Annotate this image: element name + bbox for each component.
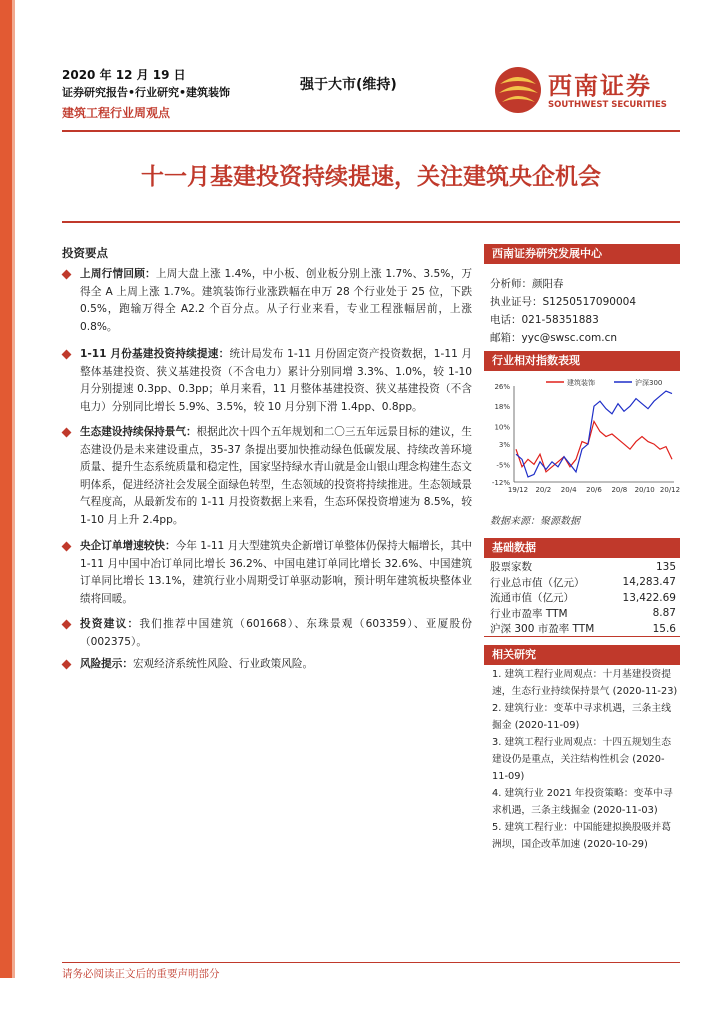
bullet-lead: 风险提示： (80, 658, 133, 670)
stats-title: 基础数据 (484, 538, 680, 558)
x-tick-label: 20/8 (611, 486, 628, 494)
table-row (490, 590, 676, 606)
stat-value: 14,283.47 (622, 576, 676, 589)
y-tick-label: 10% (494, 423, 510, 432)
y-tick-label: 3% (498, 441, 510, 450)
bullet-diamond-icon (62, 428, 72, 438)
analyst-email[interactable]: 邮箱：yyc@swsc.com.cn (490, 332, 618, 344)
analyst-phone: 电话：021-58351883 (490, 314, 599, 326)
table-row (490, 606, 676, 622)
legend-label: 沪深300 (635, 379, 663, 387)
stat-label: 流通市值（亿元） (490, 592, 574, 605)
stats-divider (484, 636, 680, 637)
logo-text-cn: 西南证券 (548, 71, 652, 100)
related-item[interactable]: 2. 建筑行业：变革中寻求机遇，三条主线掘金 (2020-11-09) (492, 703, 672, 731)
stat-label: 行业市盈率 TTM (490, 607, 568, 620)
x-tick-label: 20/12 (659, 486, 680, 494)
section-heading: 投资要点 (62, 246, 108, 260)
y-tick-label: 26% (494, 383, 510, 391)
title-rule-top (62, 130, 680, 132)
bullet-risk (62, 656, 472, 674)
bullet-diamond-icon (62, 270, 72, 280)
legend-label: 建筑装饰 (567, 379, 595, 387)
stats-header (484, 538, 680, 558)
table-row (490, 621, 676, 637)
stats-table (490, 559, 676, 637)
chart-header (484, 351, 680, 371)
y-tick-label: -5% (496, 461, 510, 470)
x-tick-label: 20/10 (634, 486, 655, 494)
bullet-text: 今年 1-11 月大型建筑央企新增订单整体仍保持大幅增长，其中 1-11 月中国中冶订单同比增长 36.2%、中国电建订单同比增长 32.6%、中国建筑订单同比增长 13.1%，建筑行业小周期受订单驱动影响，预计明年建筑板块整体业绩将回暖。 (80, 540, 472, 605)
stat-value: 135 (655, 560, 676, 573)
related-header (484, 645, 680, 665)
stat-label: 股票家数 (490, 561, 532, 574)
bullet-diamond-icon (62, 620, 72, 630)
table-row (490, 559, 676, 575)
bullet-text: 宏观经济系统性风险、行业政策风险。 (132, 658, 314, 670)
main-title: 十一月基建投资持续提速，关注建筑央企机会 (141, 163, 601, 190)
relative-index-chart (484, 376, 680, 500)
bullet-ecology (62, 424, 472, 530)
left-border-accent (12, 0, 15, 978)
x-tick-label: 20/2 (535, 486, 552, 494)
rating: 强于大市(维持) (300, 77, 397, 93)
x-tick-label: 20/6 (586, 486, 602, 494)
analyst-name: 分析师：颜阳春 (490, 278, 564, 290)
bullet-text: 统计局发布 1-11 月份固定资产投资数据，1-11 月整体基建投资、狭义基建投资（不含电力）累计分别同增 3.3%、1.0%，较 1-10 月分别提速 0.3pp、0.3pp；单月来看，11 月整体基建投资、狭义基建投资（不含电力）分别同比增长 5.9%、3.5%，较 10 月分别下滑 1.4pp、0.8pp。 (80, 348, 472, 413)
footer-rule (62, 962, 680, 963)
analyst-info (490, 275, 636, 347)
series-line-2 (516, 391, 672, 477)
related-item[interactable]: 5. 建筑工程行业：中国能建拟换股吸并葛洲坝，国企改革加速 (2020-10-29) (492, 822, 672, 850)
report-type: 证券研究报告•行业研究•建筑装饰 (62, 86, 231, 99)
bullet-lead: 投资建议： (80, 618, 140, 630)
bullet-investment-advice (62, 616, 472, 651)
stat-label: 行业总市值（亿元） (490, 576, 585, 589)
bullet-soe-orders (62, 538, 472, 608)
chart-source: 数据来源：聚源数据 (490, 516, 580, 527)
related-item[interactable]: 1. 建筑工程行业周观点：十月基建投资提速，生态行业持续保持景气 (2020-11-23) (492, 669, 678, 697)
report-date: 2020 年 12 月 19 日 (62, 68, 186, 82)
analyst-license: 执业证号：S1250517090004 (490, 296, 637, 308)
bullet-lead: 央企订单增速较快： (80, 540, 176, 552)
stat-value: 13,422.69 (622, 591, 676, 604)
related-item[interactable]: 4. 建筑行业 2021 年投资策略：变革中寻求机遇，三条主线掘金 (2020-11-03) (492, 788, 673, 816)
related-list (492, 667, 678, 855)
x-tick-label: 20/4 (560, 486, 577, 494)
chart-title: 行业相对指数表现 (484, 351, 680, 371)
related-title: 相关研究 (484, 645, 680, 665)
research-center-title: 西南证券研究发展中心 (484, 244, 680, 264)
stat-label: 沪深 300 市盈率 TTM (490, 623, 595, 636)
bullet-diamond-icon (62, 350, 72, 360)
stat-value: 8.87 (652, 607, 676, 620)
table-row (490, 575, 676, 591)
bullet-lead: 生态建设持续保持景气： (80, 426, 197, 438)
title-rule-bottom (62, 221, 680, 223)
company-logo (494, 62, 672, 122)
footer-disclaimer: 请务必阅读正文后的重要声明部分 (62, 968, 220, 980)
bullet-lead: 1-11 月份基建投资持续提速： (80, 348, 230, 360)
bullet-lead: 上周行情回顾： (80, 268, 156, 280)
logo-text-en: SOUTHWEST SECURITIES (548, 100, 667, 110)
bullet-text: 根据此次十四个五年规划和二〇三五年远景目标的建议，生态建设仍是未来建设重点，35-37 条提出要加快推动绿色低碳发展、持续改善环境质量、提升生态系统质量和稳定性，国家坚持绿水青山就是金山银山理念构建生态文明体系，促进经济社会发展全面绿色转型，生态领域的投资将持续推进。生态领域景气程度高，从最新发布的 1-11 月投资数据上来看，生态环保投资增速为 8.5%，较 1-10 月上升 2.4pp。 (80, 426, 473, 526)
logo-emblem-icon (494, 62, 544, 118)
bullet-text: 上周大盘上涨 1.4%，中小板、创业板分别上涨 1.7%、3.5%，万得全 A 上周上涨 1.7%。建筑装饰行业涨跌幅在申万 28 个行业处于 25 位，下跌 0.5%，跑输万得全 A2.2 个百分点。从子行业来看，专业工程涨幅居前，上涨 0.8%。 (80, 268, 472, 333)
report-subtitle: 建筑工程行业周观点 (62, 106, 171, 120)
y-tick-label: -12% (491, 479, 510, 487)
left-border-bar (0, 0, 12, 978)
y-tick-label: 18% (494, 403, 510, 412)
bullet-infrastructure (62, 346, 472, 416)
related-item[interactable]: 3. 建筑工程行业周观点：十四五规划生态建设仍是重点，关注结构性机会 (2020-11-09) (492, 737, 672, 782)
x-tick-label: 19/12 (507, 486, 529, 494)
research-center-header (484, 244, 680, 264)
bullet-diamond-icon (62, 542, 72, 552)
bullet-market-review (62, 266, 472, 336)
stat-value: 15.6 (652, 622, 676, 635)
bullet-diamond-icon (62, 660, 72, 670)
bullet-text: 我们推荐中国建筑（601668）、东珠景观（603359）、亚厦股份（002375）。 (80, 618, 472, 648)
